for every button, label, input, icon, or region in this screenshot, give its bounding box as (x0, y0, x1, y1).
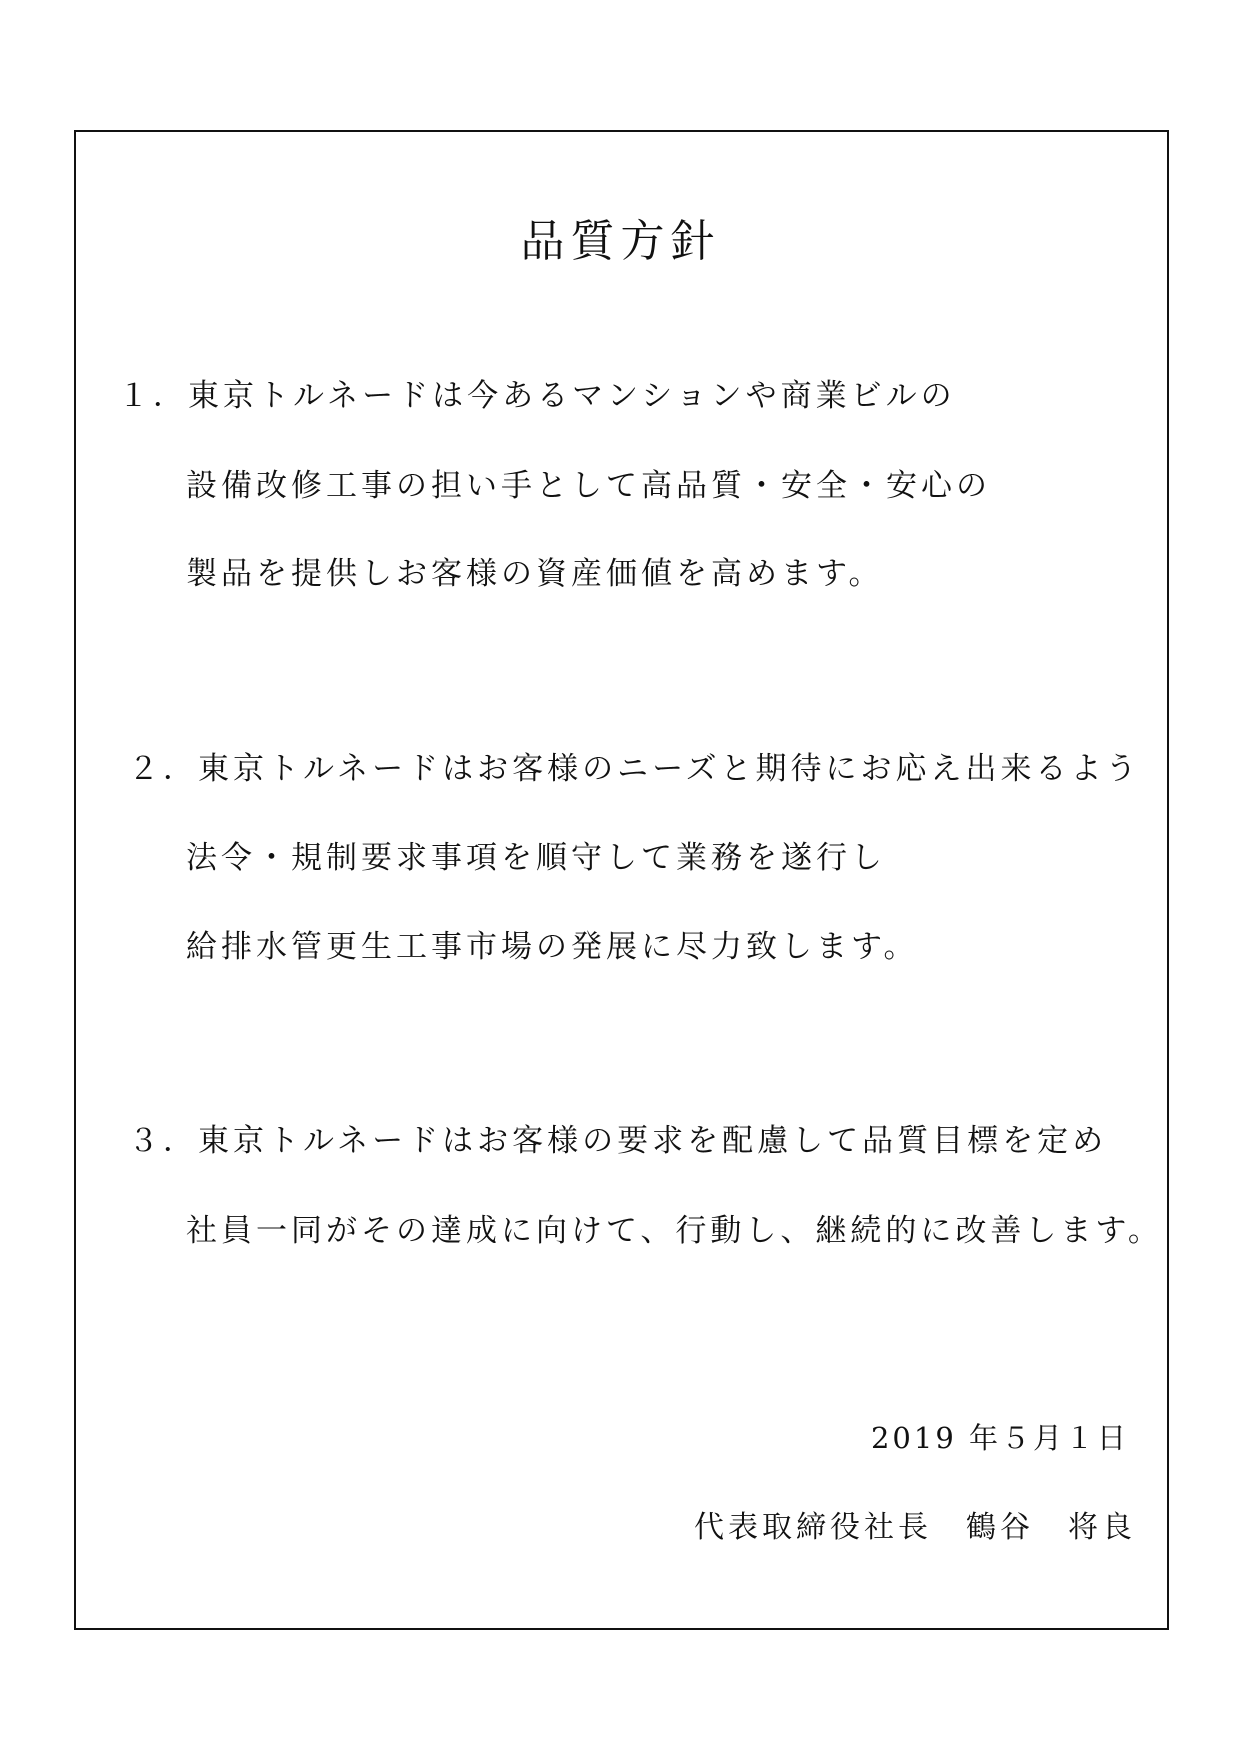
policy-2-line-1 (128, 749, 1141, 789)
policy-number: ２． (128, 751, 198, 787)
issue-date: 2019 年５月１日 (870, 1421, 1129, 1455)
policy-1-line-2: 設備改修工事の担い手として高品質・安全・安心の (186, 468, 991, 504)
signature: 代表取締役社長 鶴谷 将良 (694, 1510, 1136, 1545)
policy-3-line-1 (128, 1121, 1107, 1161)
policy-3-line-2: 社員一同がその達成に向けて、行動し、継続的に改善します。 (186, 1213, 1163, 1249)
policy-text: 東京トルネードは今あるマンションや商業ビルの (188, 378, 956, 414)
policy-number: １． (118, 378, 188, 414)
policy-number: ３． (128, 1123, 198, 1159)
page-title: 品質方針 (520, 216, 721, 267)
policy-2-line-2: 法令・規制要求事項を順守して業務を遂行し (186, 840, 886, 876)
policy-1-line-3: 製品を提供しお客様の資産価値を高めます。 (186, 556, 884, 592)
policy-text: 東京トルネードはお客様の要求を配慮して品質目標を定め (198, 1123, 1108, 1159)
policy-text: 東京トルネードはお客様のニーズと期待にお応え出来るよう (198, 751, 1141, 787)
policy-2-line-3: 給排水管更生工事市場の発展に尽力致します。 (186, 929, 919, 965)
document-border (74, 130, 1169, 1630)
policy-1-line-1 (118, 376, 956, 416)
